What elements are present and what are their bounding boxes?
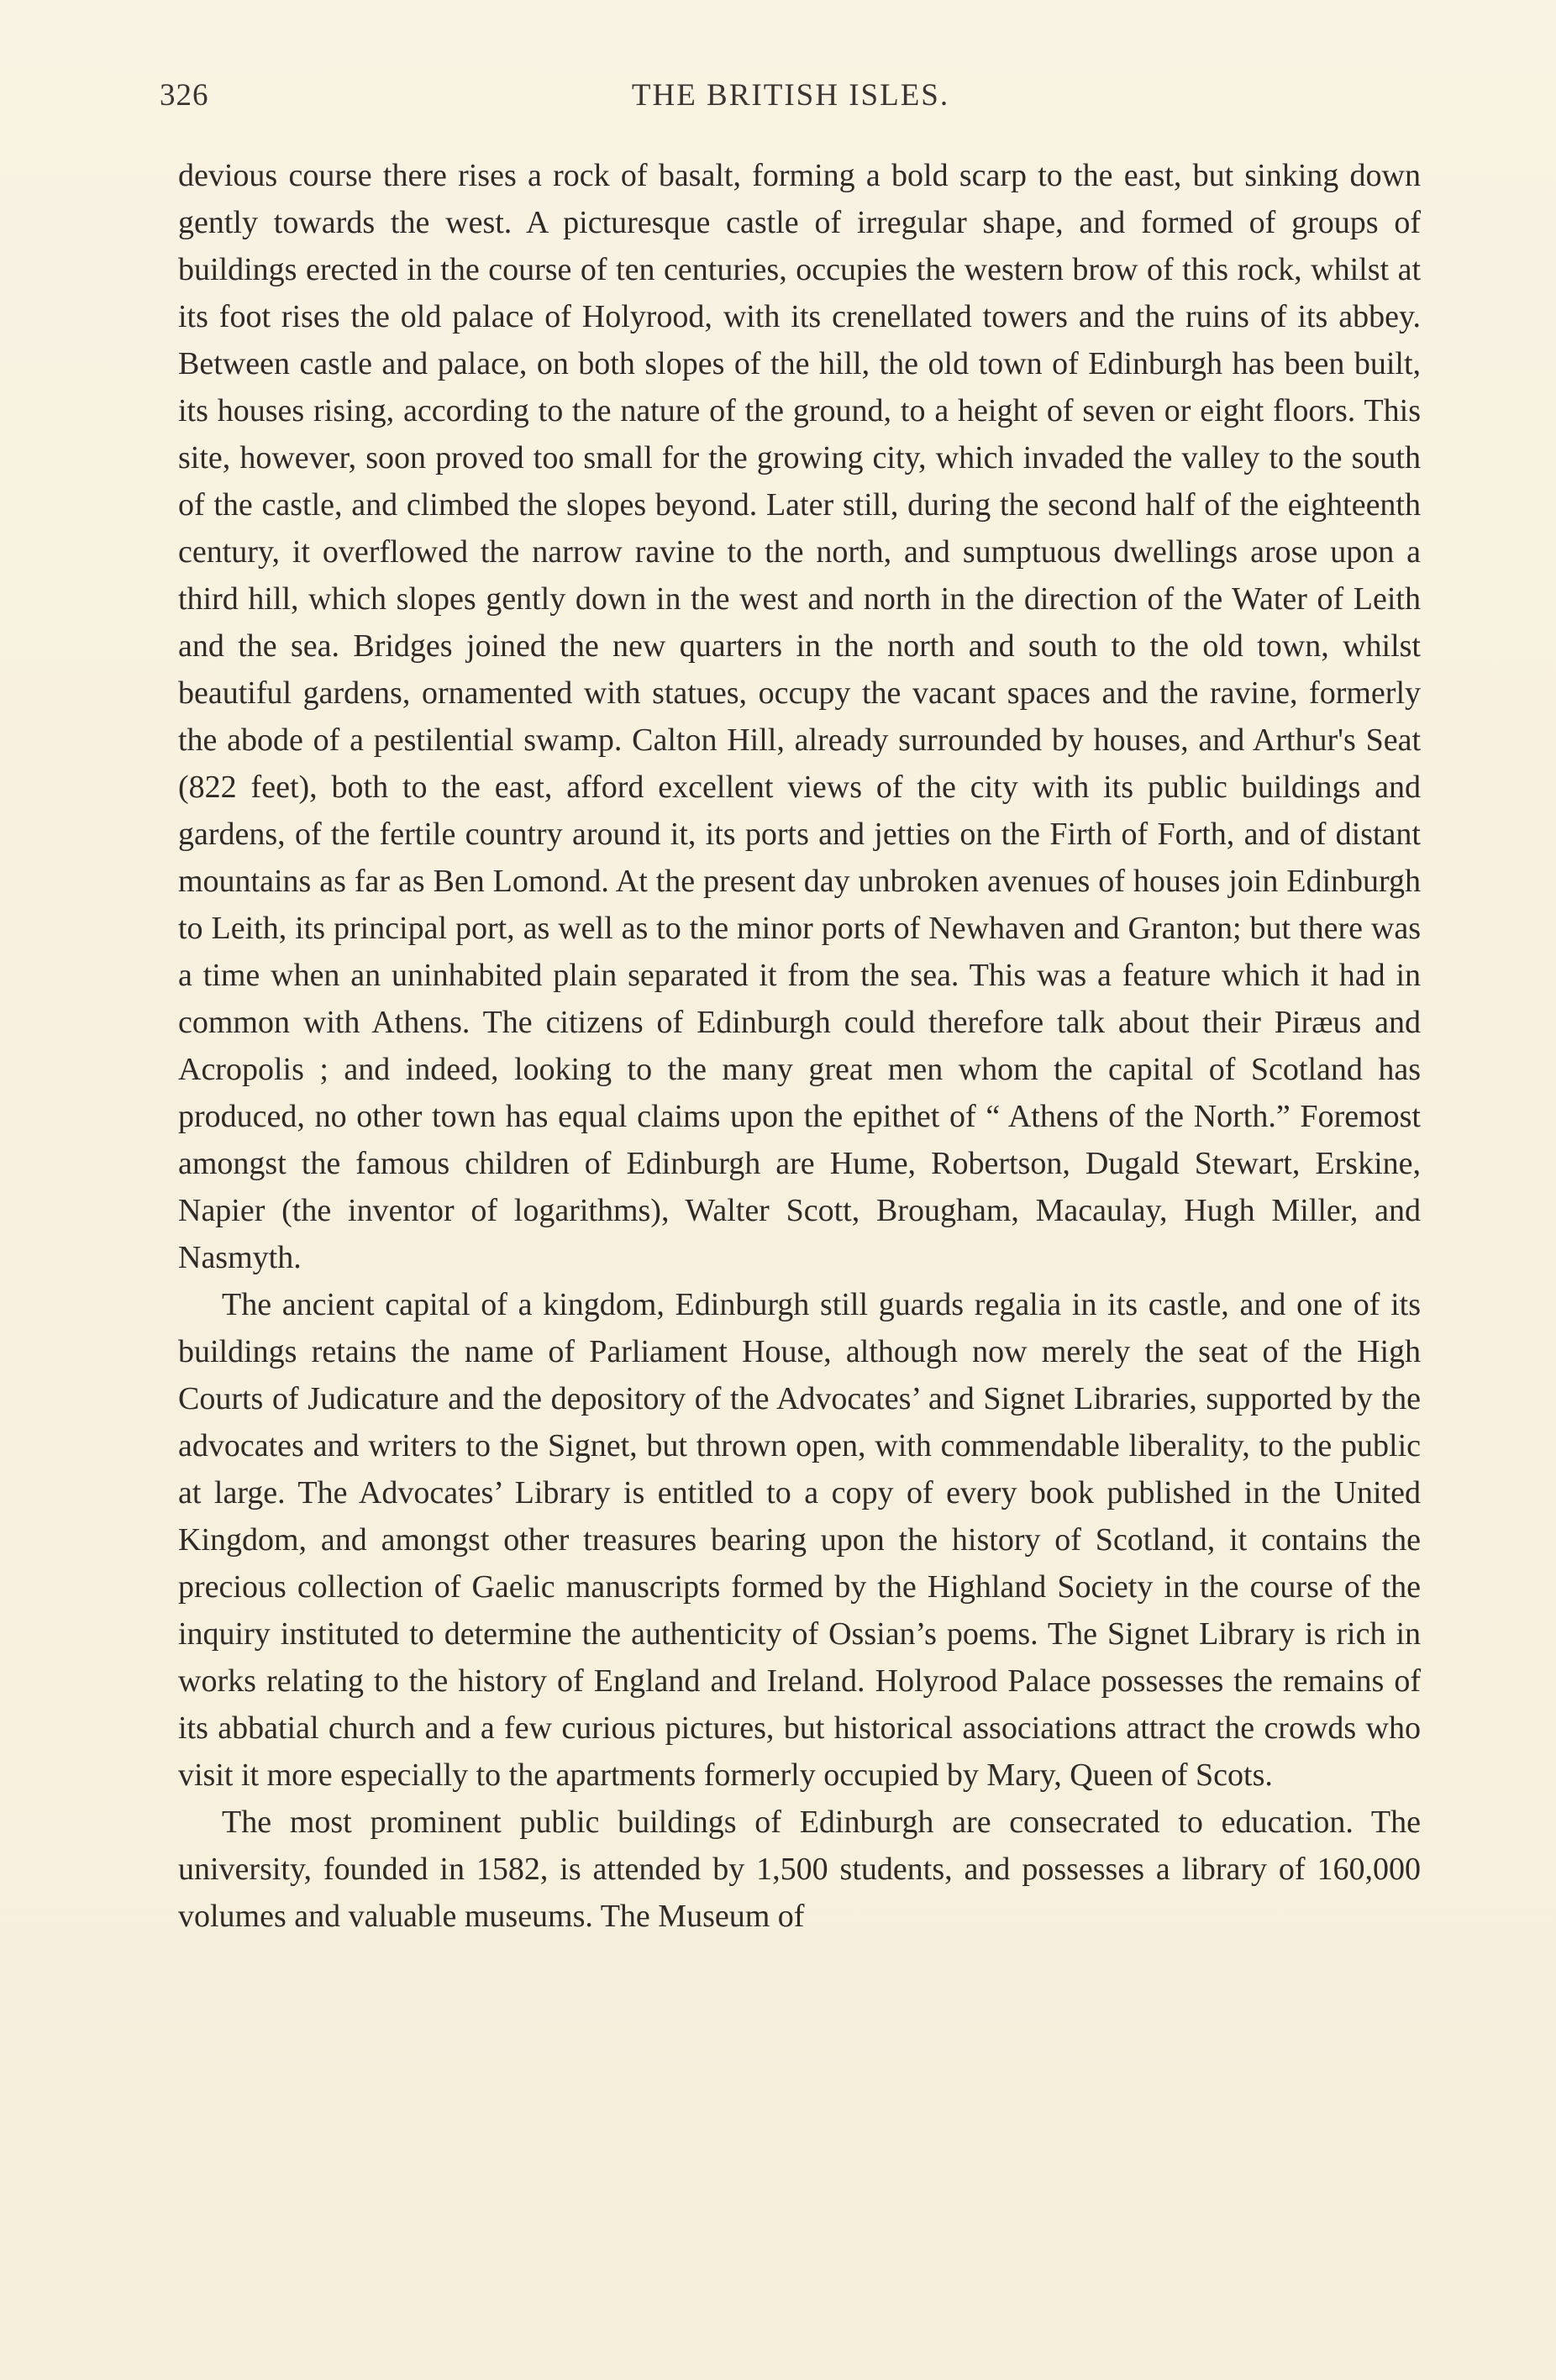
running-head <box>160 77 1422 119</box>
body-text <box>178 152 1421 1940</box>
paragraph-edinburgh-description: devious course there rises a rock of basalt, forming a bold scarp to the east, but sinking down gently towards the west. A picturesque castle of irregular shape, and formed of groups of buildings erected in the course of ten centuries, occupies the western brow of this rock, whilst at its foot rises the old palace of Holyrood, with its crenellated towers and the ruins of its abbey. Between castle and palace, on both slopes of the hill, the old town of Edinburgh has been built, its houses rising, according to the nature of the ground, to a height of seven or eight floors. This site, however, soon proved too small for the growing city, which invaded the valley to the south of the castle, and climbed the slopes beyond. Later still, during the second half of the eighteenth century, it overflowed the narrow ravine to the north, and sumptuous dwellings arose upon a third hill, which slopes gently down in the west and north in the direction of the Water of Leith and the sea. Bridges joined the new quarters in the north and south to the old town, whilst beautiful gardens, ornamented with statues, occupy the vacant spaces and the ravine, formerly the abode of a pestilential swamp. Calton Hill, already surrounded by houses, and Arthur's Seat (822 feet), both to the east, afford excellent views of the city with its public buildings and gardens, of the fertile country around it, its ports and jetties on the Firth of Forth, and of distant mountains as far as Ben Lomond. At the present day unbroken avenues of houses join Edinburgh to Leith, its principal port, as well as to the minor ports of Newhaven and Granton; but there was a time when an uninhabited plain separated it from the sea. This was a feature which it had in common with Athens. The citizens of Edinburgh could therefore talk about their Piræus and Acropolis ; and indeed, looking to the many great men whom the capital of Scotland has produced, no other town has equal claims upon the epithet of “ Athens of the North.” Foremost amongst the famous children of Edinburgh are Hume, Robertson, Dugald Stewart, Erskine, Napier (the inventor of logarithms), Walter Scott, Brougham, Macaulay, Hugh Miller, and Nasmyth. <box>178 158 1421 1275</box>
paragraph-capital-institutions: The ancient capital of a kingdom, Edinburgh still guards regalia in its castle, and one of its buildings retains the name of Parliament House, although now merely the seat of the High Courts of Judicature and the depository of the Advocates’ and Signet Libraries, supported by the advocates and writers to the Signet, but thrown open, with commendable liberality, to the public at large. The Advocates’ Library is entitled to a copy of every book published in the United Kingdom, and amongst other treasures bearing upon the history of Scotland, it contains the precious collection of Gaelic manuscripts formed by the Highland Society in the course of the inquiry instituted to determine the authenticity of Ossian’s poems. The Signet Library is rich in works relating to the history of England and Ireland. Holyrood Palace possesses the remains of its abbatial church and a few curious pictures, but historical associations attract the crowds who visit it more especially to the apartments formerly occupied by Mary, Queen of Scots. <box>178 1287 1421 1793</box>
paragraph-education: The most prominent public buildings of Edinburgh are consecrated to education. The university, founded in 1582, is attended by 1,500 students, and possesses a library of 160,000 volumes and valuable museums. The Museum of <box>178 1805 1421 1934</box>
running-title: THE BRITISH ISLES. <box>631 78 950 113</box>
page-number: 326 <box>160 78 209 113</box>
